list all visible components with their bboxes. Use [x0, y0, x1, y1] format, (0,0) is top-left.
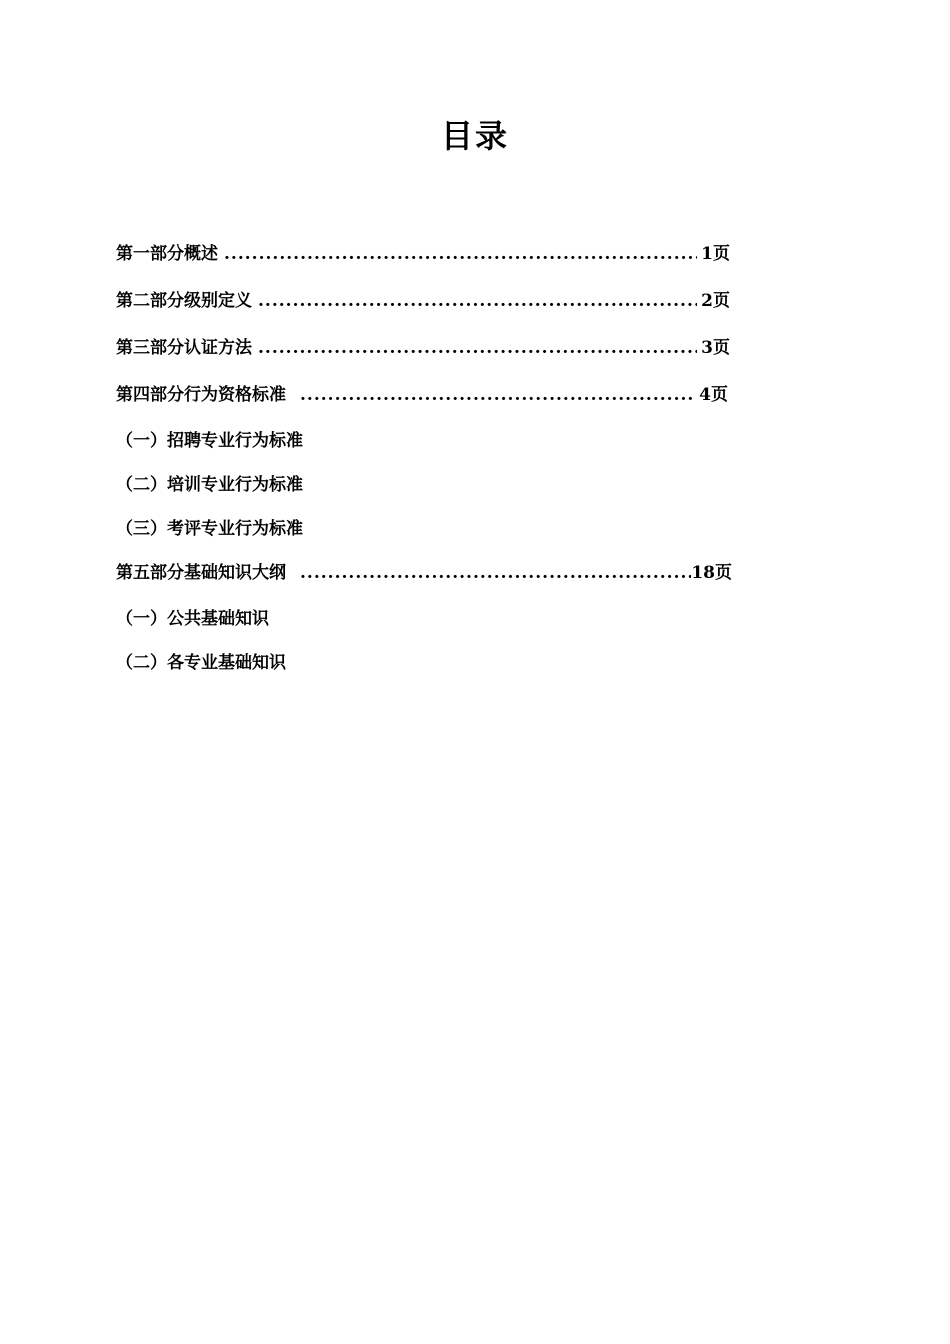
dot-leader	[224, 240, 697, 268]
toc-entry[interactable]	[116, 381, 728, 409]
toc-title: 目录	[440, 117, 509, 155]
toc-entry[interactable]	[116, 559, 732, 587]
toc-entry-label: 第三部分认证方法	[116, 338, 252, 358]
toc-entry-page: 18页	[691, 563, 732, 583]
toc-subentry[interactable]: （二）培训专业行为标准	[116, 475, 303, 495]
dot-leader	[258, 287, 697, 315]
toc-subentry[interactable]: （三）考评专业行为标准	[116, 519, 303, 539]
toc-entry[interactable]	[116, 334, 730, 362]
toc-entry-page: 2页	[701, 291, 730, 311]
toc-subentry[interactable]: （一）公共基础知识	[116, 609, 269, 629]
toc-entry[interactable]	[116, 240, 730, 268]
dot-leader	[258, 334, 697, 362]
toc-entry-label: 第五部分基础知识大纲	[116, 563, 286, 583]
toc-entry-page: 1页	[701, 244, 730, 264]
toc-subentry[interactable]: （二）各专业基础知识	[116, 653, 286, 673]
toc-entry-label: 第四部分行为资格标准	[116, 385, 286, 405]
toc-entry-page: 3页	[701, 338, 730, 358]
toc-subentry[interactable]: （一）招聘专业行为标准	[116, 431, 303, 451]
dot-leader	[300, 559, 691, 587]
toc-entry-label: 第一部分概述	[116, 244, 218, 264]
toc-entry[interactable]	[116, 287, 730, 315]
dot-leader	[300, 381, 695, 409]
toc-entry-label: 第二部分级别定义	[116, 291, 252, 311]
toc-entry-page: 4页	[699, 385, 728, 405]
